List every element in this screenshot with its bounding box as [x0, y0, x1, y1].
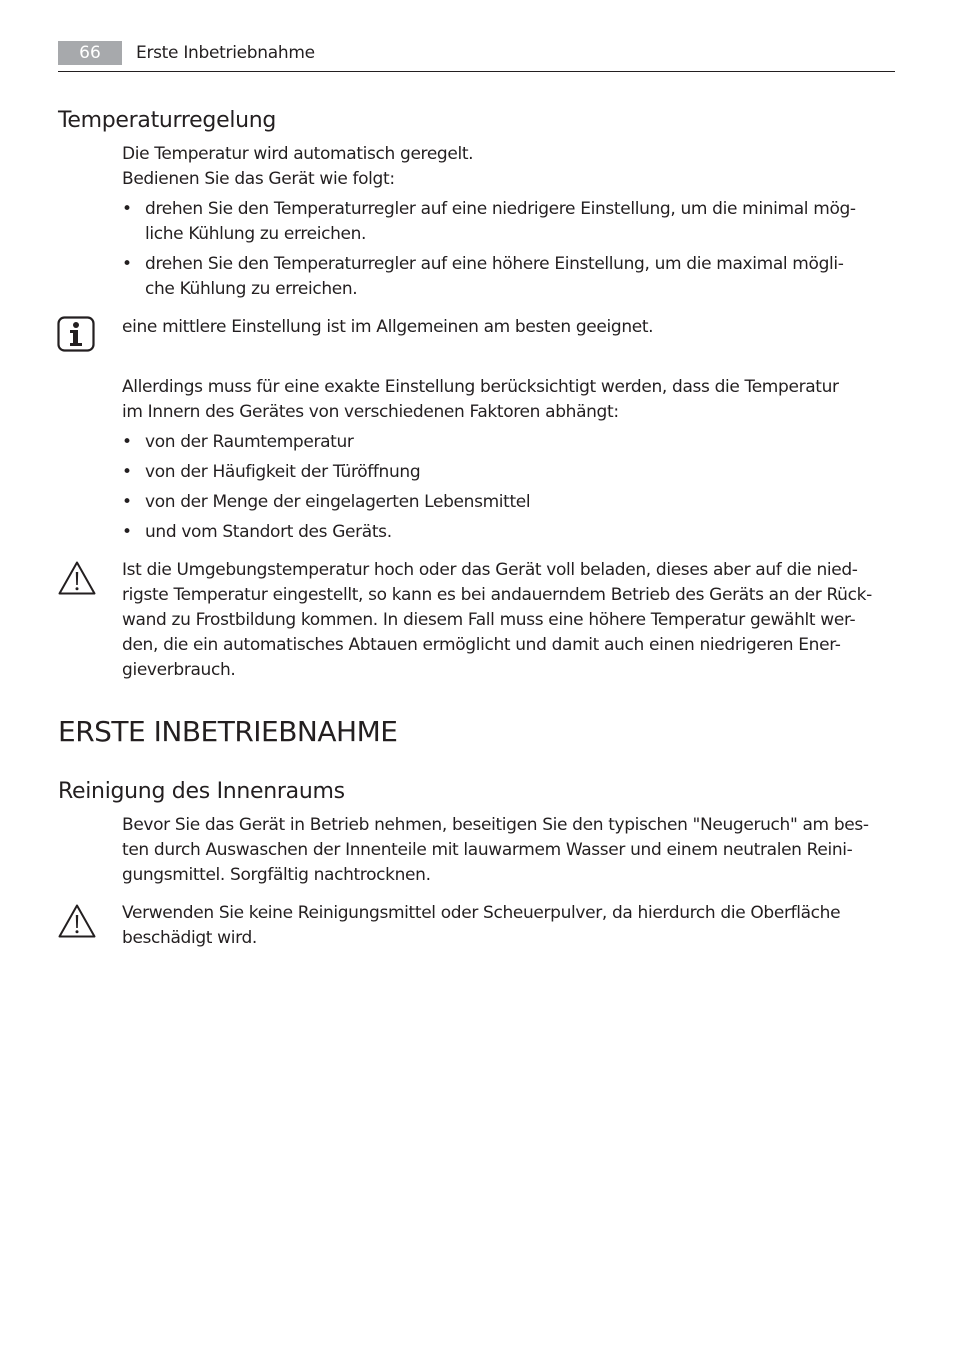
list-item-line: drehen Sie den Temperaturregler auf eine höhere Einstellung, um die maximal mögli-: [145, 254, 844, 274]
heading-temperature: Temperaturregelung: [58, 108, 277, 133]
factors-intro-line: Allerdings muss für eine exakte Einstellung berücksichtigt werden, dass die Temperatur: [122, 377, 839, 397]
cleaning-body-line: Bevor Sie das Gerät in Betrieb nehmen, beseitigen Sie den typischen "Neugeruch" am bes-: [122, 815, 869, 835]
temperature-intro-line: Bedienen Sie das Gerät wie folgt:: [122, 169, 395, 189]
factors-intro-line: im Innern des Gerätes von verschiedenen Faktoren abhängt:: [122, 402, 619, 422]
list-item-line: und vom Standort des Geräts.: [145, 522, 392, 542]
warning-line: gieverbrauch.: [122, 660, 236, 680]
warning-triangle-icon: [57, 903, 97, 943]
info-note: [122, 315, 894, 340]
list-item-line: che Kühlung zu erreichen.: [145, 279, 358, 299]
page-number: 66: [58, 41, 122, 65]
heading-first-use: ERSTE INBETRIEBNAHME: [58, 715, 398, 748]
factors-intro: [122, 375, 894, 425]
temperature-intro-line: Die Temperatur wird automatisch geregelt.: [122, 144, 474, 164]
list-item-line: von der Menge der eingelagerten Lebensmittel: [145, 492, 531, 512]
warning-triangle-icon: [57, 560, 97, 600]
cleaning-body: [122, 813, 894, 888]
warning-line: Ist die Umgebungstemperatur hoch oder das Gerät voll beladen, dieses aber auf die nied-: [122, 560, 858, 580]
bullet-dot: •: [122, 462, 132, 482]
list-item-line: von der Häufigkeit der Türöffnung: [145, 462, 421, 482]
info-icon: [57, 316, 96, 356]
header-section-title: Erste Inbetriebnahme: [136, 43, 315, 63]
bullet-dot: •: [122, 254, 132, 274]
warning-line: rigste Temperatur eingestellt, so kann es bei andauerndem Betrieb des Geräts an der Rück-: [122, 585, 872, 605]
info-note-text: eine mittlere Einstellung ist im Allgemeinen am besten geeignet.: [122, 317, 654, 337]
warning-line: wand zu Frostbildung kommen. In diesem Fall muss eine höhere Temperatur gewählt wer-: [122, 610, 856, 630]
warning-line: den, die ein automatisches Abtauen ermöglicht und damit auch einen niedrigeren Ener-: [122, 635, 841, 655]
list-item-line: von der Raumtemperatur: [145, 432, 354, 452]
warning-cleaning: [122, 901, 894, 951]
list-item-line: drehen Sie den Temperaturregler auf eine niedrigere Einstellung, um die minimal mög-: [145, 199, 856, 219]
heading-cleaning: Reinigung des Innenraums: [58, 779, 345, 804]
page-header: [58, 41, 895, 72]
warning-line: beschädigt wird.: [122, 928, 257, 948]
bullet-dot: •: [122, 492, 132, 512]
cleaning-body-line: ten durch Auswaschen der Innenteile mit lauwarmem Wasser und einem neutralen Reini-: [122, 840, 853, 860]
cleaning-body-line: gungsmittel. Sorgfältig nachtrocknen.: [122, 865, 431, 885]
bullet-dot: •: [122, 522, 132, 542]
bullet-dot: •: [122, 432, 132, 452]
warning-frost: [122, 558, 894, 683]
warning-line: Verwenden Sie keine Reinigungsmittel oder Scheuerpulver, da hierdurch die Oberfläche: [122, 903, 841, 923]
list-item-line: liche Kühlung zu erreichen.: [145, 224, 367, 244]
bullet-dot: •: [122, 199, 132, 219]
temperature-intro: [122, 142, 894, 192]
